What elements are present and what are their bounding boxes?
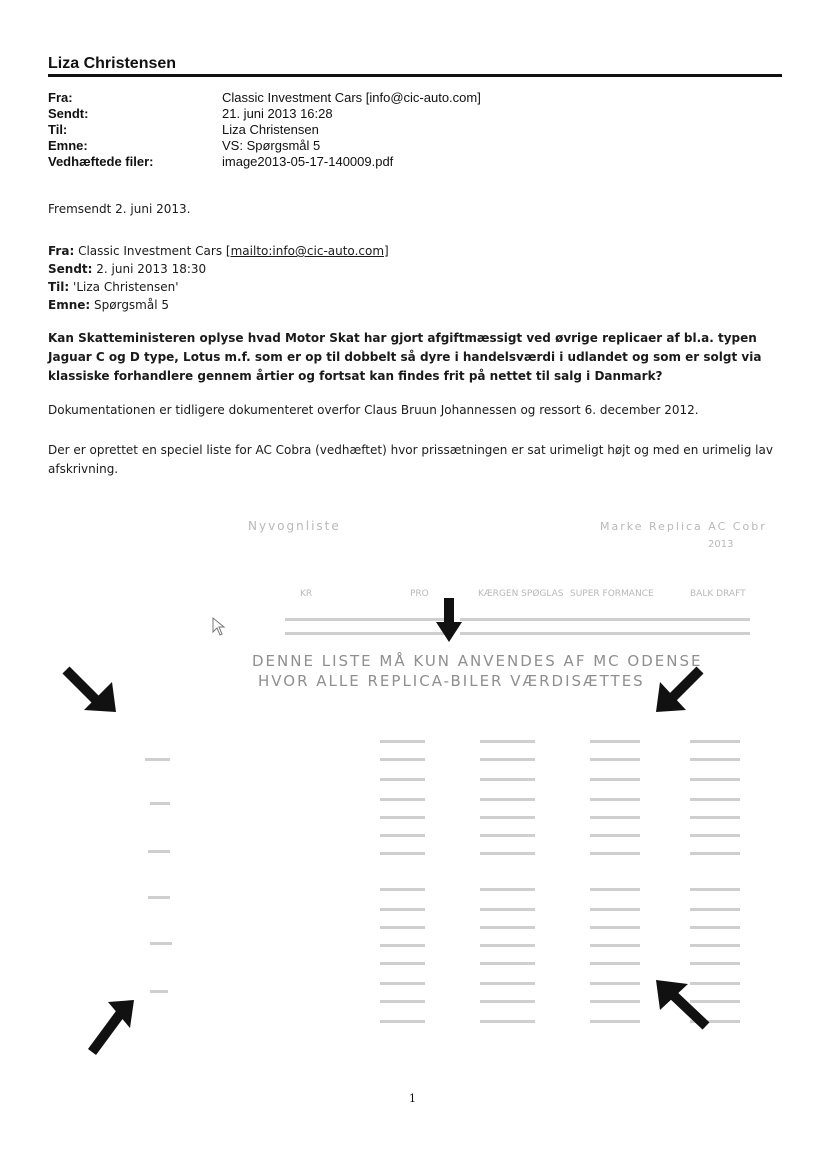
scan-title-right: Marke Replica AC Cobr	[600, 520, 767, 533]
mailto-link[interactable]: [mailto:info@cic-auto.com]	[225, 244, 389, 258]
header-row-sent	[48, 106, 481, 122]
header-value: Liza Christensen	[222, 122, 319, 137]
orig-from-value: Classic Investment Cars	[78, 244, 226, 258]
scan-notice-line2: HVOR ALLE REPLICA-BILER VÆRDISÆTTES	[258, 672, 645, 690]
header-value: VS: Spørgsmål 5	[222, 138, 321, 153]
scanned-price-list	[0, 490, 825, 1090]
orig-sent-line	[48, 260, 389, 278]
orig-from-line	[48, 242, 389, 260]
orig-to-value: 'Liza Christensen'	[73, 280, 179, 294]
scan-col-header: SUPER FORMANCE	[570, 589, 654, 599]
header-label: Sendt:	[48, 106, 89, 121]
header-row-to	[48, 122, 481, 138]
orig-subject-value: Spørgsmål 5	[94, 298, 170, 312]
header-rule	[48, 74, 782, 77]
header-label: Fra:	[48, 90, 73, 105]
header-value: Classic Investment Cars [info@cic-auto.com]	[222, 90, 481, 105]
list-paragraph: Der er oprettet en speciel liste for AC Cobra (vedhæftet) hvor prissætningen er sat urimeligt højt og med en urimelig lav afskrivning.	[48, 443, 773, 476]
header-value: 21. juni 2013 16:28	[222, 106, 333, 121]
header-label: Emne:	[48, 138, 88, 153]
recipient-name: Liza Christensen	[48, 55, 177, 72]
header-row-attachments	[48, 154, 481, 170]
orig-to-line	[48, 278, 389, 296]
orig-sent-label: Sendt:	[48, 262, 93, 276]
scan-col-header: KÆRGEN SPØGLAS	[478, 589, 564, 599]
header-label: Til:	[48, 122, 68, 137]
scan-col-header: KR	[300, 589, 313, 599]
arrow-down-right-icon	[66, 670, 116, 712]
scan-col-header: PRO	[410, 589, 429, 599]
forwarded-note: Fremsendt 2. juni 2013.	[48, 202, 191, 216]
scan-title-year: 2013	[708, 539, 734, 550]
email-header	[48, 90, 481, 170]
orig-subject-line	[48, 296, 389, 314]
scan-margin-artifact	[2, 370, 6, 470]
orig-sent-value: 2. juni 2013 18:30	[96, 262, 207, 276]
arrow-up-right-icon	[92, 1000, 134, 1052]
orig-to-label: Til:	[48, 280, 70, 294]
attachment-filename[interactable]: image2013-05-17-140009.pdf	[222, 154, 394, 169]
scan-col-header: BALK DRAFT	[690, 589, 746, 599]
orig-subject-label: Emne:	[48, 298, 91, 312]
header-row-subject	[48, 138, 481, 154]
cursor-arrow-icon	[213, 618, 224, 635]
documentation-paragraph: Dokumentationen er tidligere dokumenteret overfor Claus Bruun Johannessen og ressort 6. december 2012.	[48, 403, 699, 417]
scan-notice-line1: DENNE LISTE MÅ KUN ANVENDES AF MC ODENSE	[252, 652, 703, 670]
page-number: 1	[409, 1092, 416, 1105]
question-paragraph: Kan Skatteministeren oplyse hvad Motor Skat har gjort afgiftmæssigt ved øvrige replicaer af bl.a. typen Jaguar C og D type, Lotus m.f. som er op til dobbelt så dyre i handelsværdi i udlandet og som er solgt via klassiske forhandlere gennem årtier og fortsat kan findes frit på nettet til salg i Danmark?	[48, 331, 762, 383]
header-label: Vedhæftede filer:	[48, 154, 154, 169]
original-message-header	[48, 242, 389, 314]
orig-from-label: Fra:	[48, 244, 75, 258]
scan-title-left: Nyvognliste	[248, 519, 341, 533]
arrow-down-left-icon	[656, 670, 700, 712]
header-row-from	[48, 90, 481, 106]
